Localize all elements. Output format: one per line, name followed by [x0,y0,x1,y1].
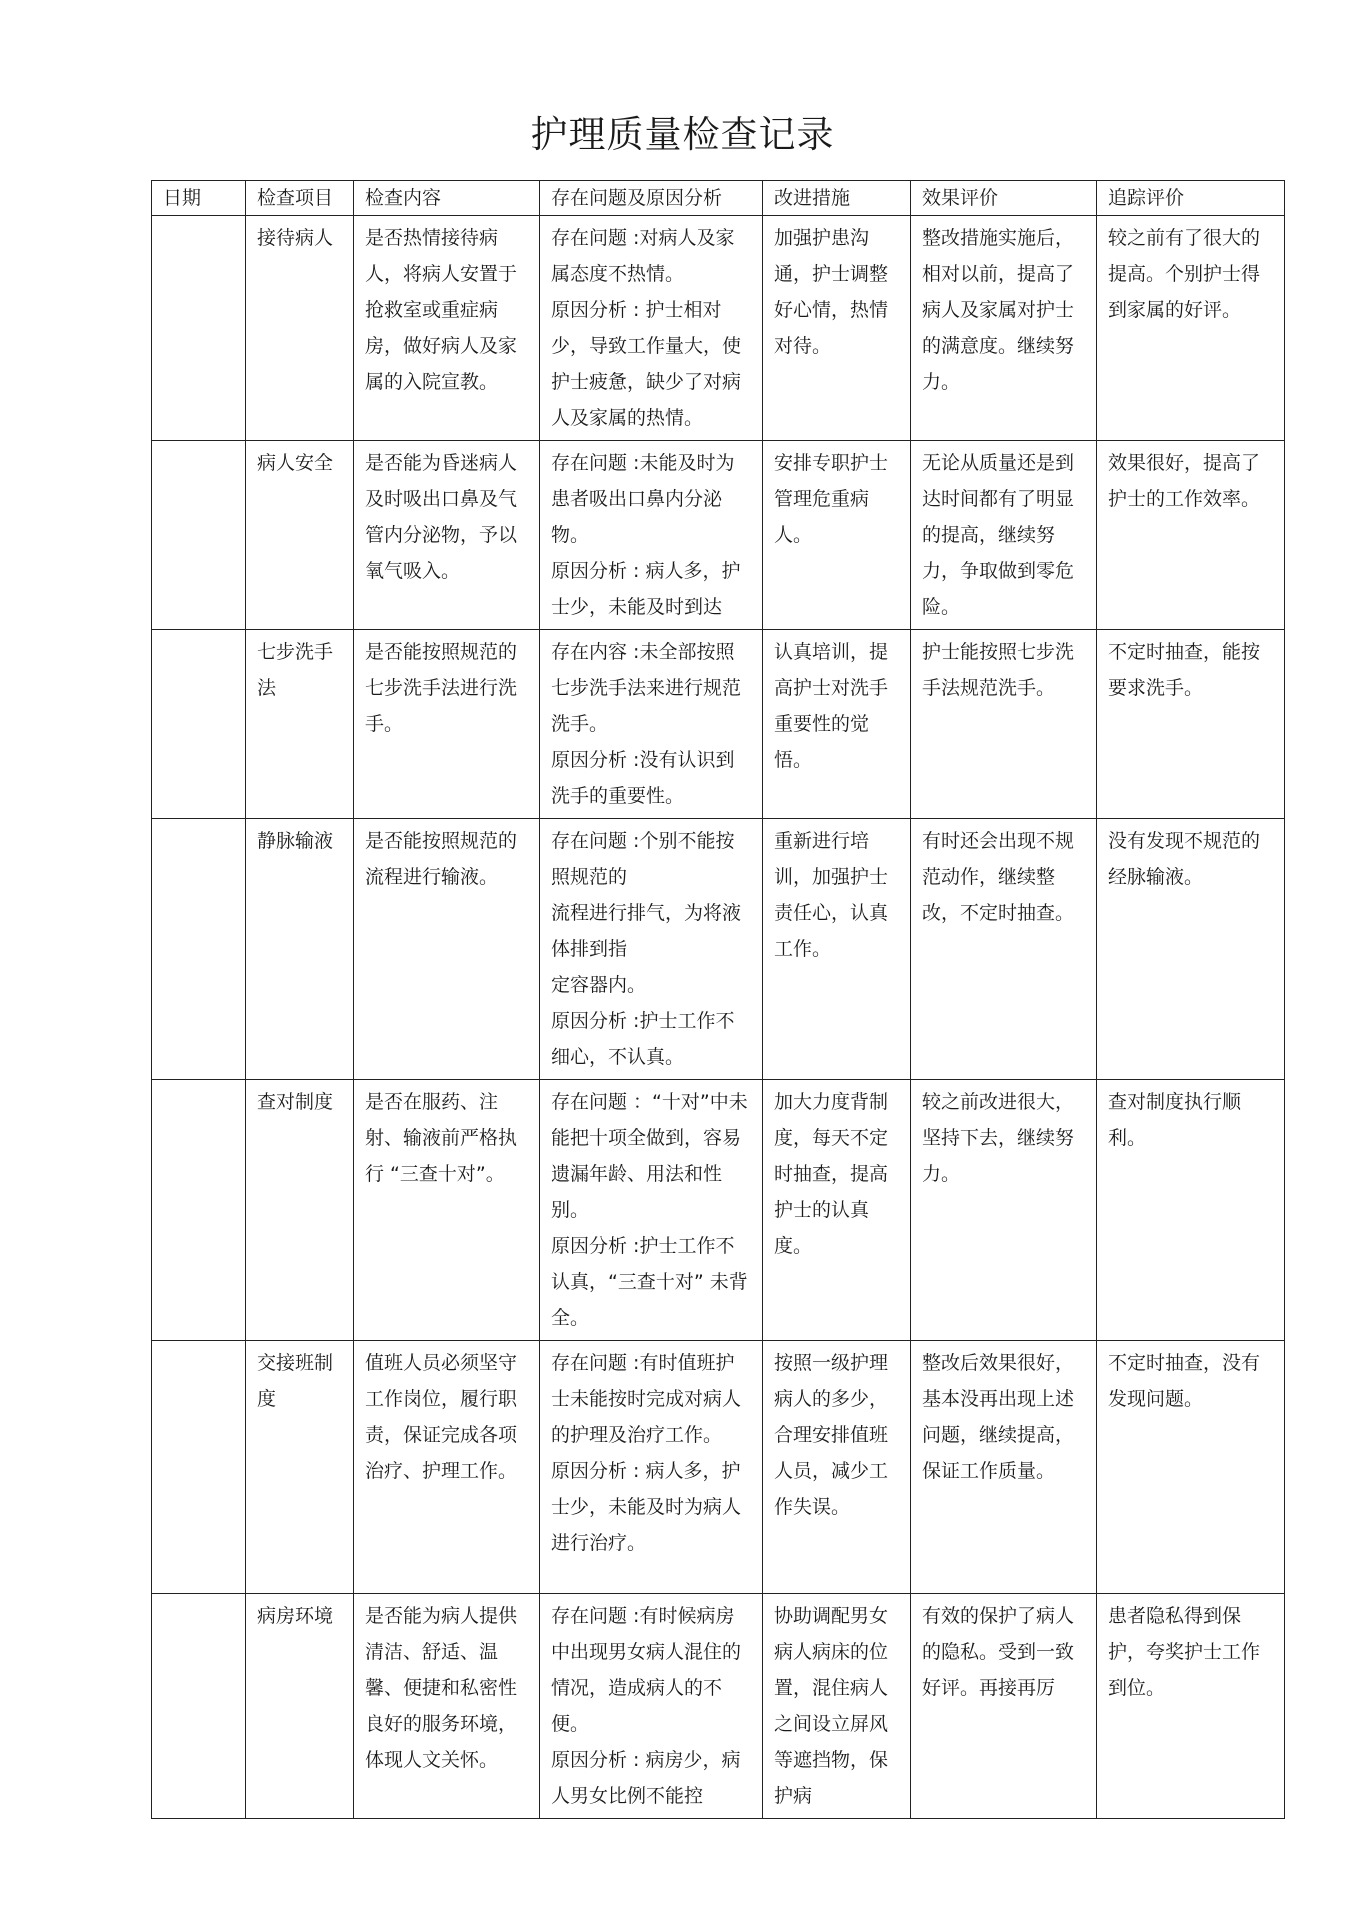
cell-problem [540,216,763,441]
cell-effect: 有效的保护了病人的隐私。受到一致好评。再接再厉 [911,1594,1097,1819]
cell-effect: 整改措施实施后，相对以前，提高了病人及家属对护士的满意度。继续努力。 [911,216,1097,441]
header-measure: 改进措施 [763,181,911,216]
cell-measure: 协助调配男女病人病床的位置，混住病人之间设立屏风等遮挡物，保护病 [763,1594,911,1819]
cell-effect: 整改后效果很好，基本没再出现上述问题，继续提高，保证工作质量。 [911,1341,1097,1594]
header-content: 检查内容 [354,181,540,216]
cell-item: 病人安全 [246,441,354,630]
cell-content: 是否能按照规范的流程进行输液。 [354,819,540,1080]
cell-date [152,1341,246,1594]
cell-date [152,819,246,1080]
cell-content: 是否能为昏迷病人及时吸出口鼻及气管内分泌物，予以氧气吸入。 [354,441,540,630]
table-row [152,216,1285,441]
cell-tracking: 不定时抽查，没有发现问题。 [1097,1341,1285,1594]
header-item: 检查项目 [246,181,354,216]
problem-line: 定容器内。 [551,974,647,996]
header-tracking: 追踪评价 [1097,181,1285,216]
problem-line: 存在问题 ：“十对”中未能把十项全做到，容易遗漏年龄、用法和性别。 [551,1091,748,1221]
cell-tracking: 效果很好，提高了护士的工作效率。 [1097,441,1285,630]
cell-content: 是否能按照规范的七步洗手法进行洗手。 [354,630,540,819]
cell-content: 值班人员必须坚守工作岗位，履行职责，保证完成各项治疗、护理工作。 [354,1341,540,1594]
cell-content: 是否在服药、注射、输液前严格执行 “三查十对”。 [354,1080,540,1341]
table-row [152,1341,1285,1594]
problem-line: 存在问题 :有时候病房中出现男女病人混住的情况，造成病人的不便。 [551,1605,742,1735]
table-row [152,819,1285,1080]
cell-item: 交接班制度 [246,1341,354,1594]
problem-line: 原因分析 :没有认识到洗手的重要性。 [551,749,735,807]
problem-line: 原因分析 : 病人多，护士少，未能及时到达 [551,560,741,618]
problem-line: 原因分析 :护士工作不认真，“三查十对” 未背全。 [551,1235,748,1329]
cell-item: 七步洗手法 [246,630,354,819]
cell-problem [540,1341,763,1594]
cell-effect: 无论从质量还是到达时间都有了明显的提高，继续努力，争取做到零危险。 [911,441,1097,630]
table-header-row [152,181,1285,216]
cell-tracking: 患者隐私得到保护，夸奖护士工作到位。 [1097,1594,1285,1819]
cell-effect: 较之前改进很大，坚持下去，继续努力。 [911,1080,1097,1341]
cell-problem [540,630,763,819]
cell-content: 是否热情接待病人，将病人安置于抢救室或重症病房，做好病人及家属的入院宣教。 [354,216,540,441]
problem-line: 存在问题 :个别不能按照规范的 [551,830,735,888]
table-row [152,1080,1285,1341]
cell-measure: 认真培训，提高护士对洗手重要性的觉悟。 [763,630,911,819]
cell-item: 病房环境 [246,1594,354,1819]
cell-effect: 护士能按照七步洗手法规范洗手。 [911,630,1097,819]
cell-problem [540,1080,763,1341]
cell-item: 接待病人 [246,216,354,441]
cell-date [152,630,246,819]
cell-measure: 安排专职护士管理危重病人。 [763,441,911,630]
table-row [152,1594,1285,1819]
cell-tracking: 较之前有了很大的提高。个别护士得到家属的好评。 [1097,216,1285,441]
cell-measure: 按照一级护理病人的多少，合理安排值班人员，减少工作失误。 [763,1341,911,1594]
problem-line: 存在问题 :对病人及家属态度不热情。 [551,227,735,285]
cell-date [152,216,246,441]
cell-item: 查对制度 [246,1080,354,1341]
problem-line: 原因分析 : 病人多，护士少，未能及时为病人进行治疗。 [551,1460,742,1554]
cell-tracking: 查对制度执行顺利。 [1097,1080,1285,1341]
header-effect: 效果评价 [911,181,1097,216]
problem-line: 原因分析 :护士工作不细心，不认真。 [551,1010,735,1068]
cell-date [152,1080,246,1341]
cell-effect: 有时还会出现不规范动作，继续整改，不定时抽查。 [911,819,1097,1080]
cell-problem [540,441,763,630]
table-row [152,630,1285,819]
problem-line: 原因分析 : 护士相对少，导致工作量大，使护士疲惫，缺少了对病人及家属的热情。 [551,299,742,429]
problem-line: 原因分析 : 病房少，病人男女比例不能控 [551,1749,741,1807]
cell-item: 静脉输液 [246,819,354,1080]
problem-line: 存在内容 :未全部按照七步洗手法来进行规范洗手。 [551,641,742,735]
problem-line: 存在问题 :未能及时为患者吸出口鼻内分泌物。 [551,452,735,546]
problem-line: 存在问题 :有时值班护士未能按时完成对病人的护理及治疗工作。 [551,1352,742,1446]
cell-date [152,441,246,630]
cell-tracking: 不定时抽查，能按要求洗手。 [1097,630,1285,819]
quality-check-table [151,180,1285,1819]
cell-problem [540,819,763,1080]
table-row [152,441,1285,630]
header-date: 日期 [152,181,246,216]
cell-problem [540,1594,763,1819]
header-problem: 存在问题及原因分析 [540,181,763,216]
cell-measure: 重新进行培训，加强护士责任心，认真工作。 [763,819,911,1080]
problem-line: 流程进行排气，为将液体排到指 [551,902,742,960]
cell-content: 是否能为病人提供清洁、舒适、温馨、便捷和私密性良好的服务环境，体现人文关怀。 [354,1594,540,1819]
cell-tracking: 没有发现不规范的经脉输液。 [1097,819,1285,1080]
cell-measure: 加大力度背制度，每天不定时抽查，提高护士的认真度。 [763,1080,911,1341]
cell-measure: 加强护患沟通，护士调整好心情，热情对待。 [763,216,911,441]
cell-date [152,1594,246,1819]
document-title: 护理质量检查记录 [530,113,835,156]
